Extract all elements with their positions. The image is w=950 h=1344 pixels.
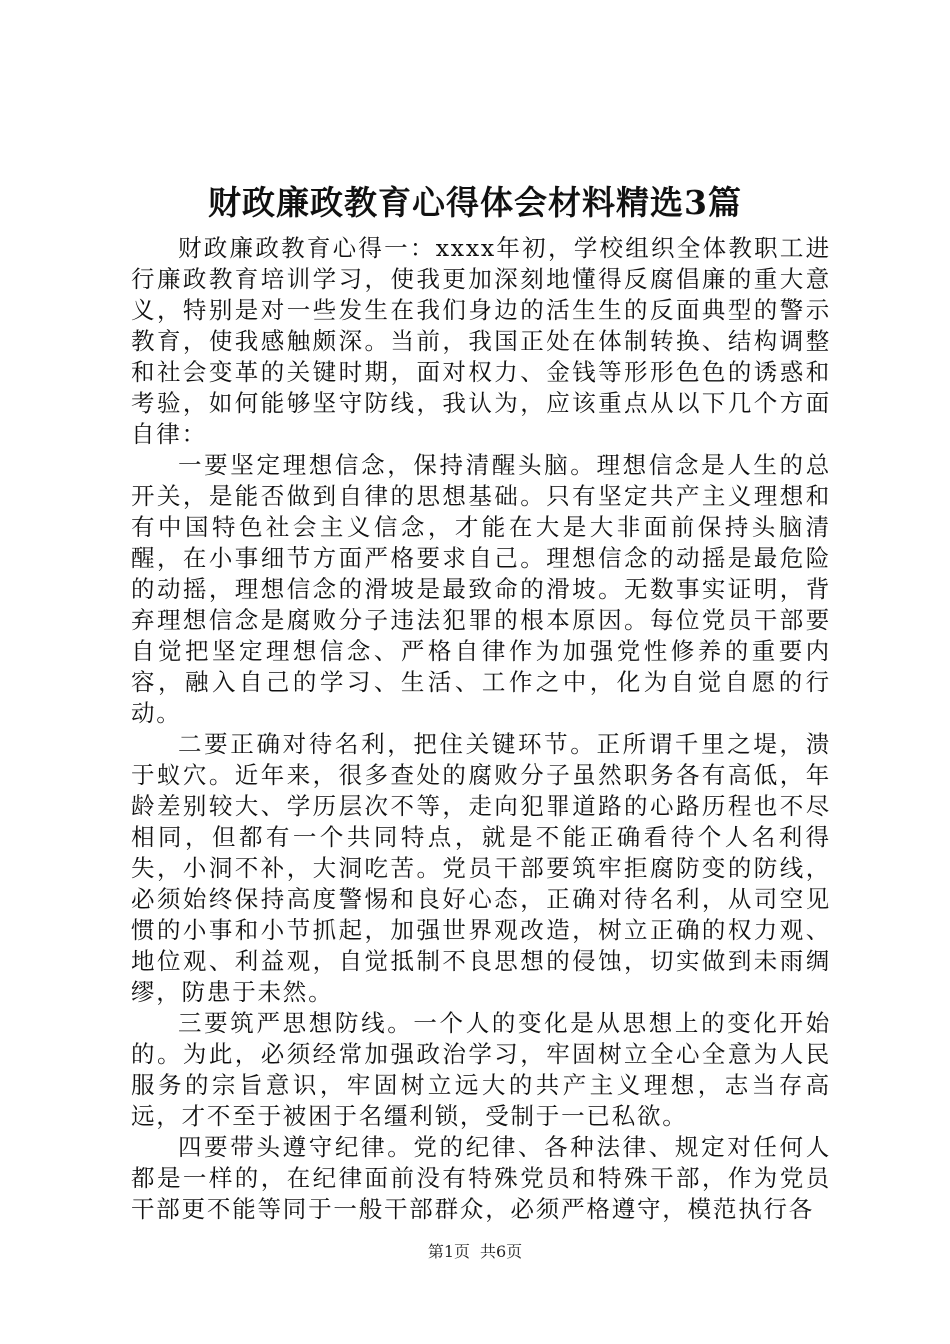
paragraph-point-two: 二要正确对待名利，把住关键环节。正所谓千里之堤，溃于蚁穴。近年来，很多查处的腐败分子虽然职务各有高低，年龄差别较大、学历层次不等，走向犯罪道路的心路历程也不尽相同，但都有一个共同特点，就是不能正确看待个人名利得失，小洞不补，大洞吃苦。党员干部要筑牢拒腐防变的防线，必须始终保持高度警惕和良好心态，正确对待名利，从司空见惯的小事和小节抓起，加强世界观改造，树立正确的权力观、地位观、利益观，自觉抵制不良思想的侵蚀，切实做到未雨绸缪，防患于未然。 — [131, 730, 831, 1006]
paragraph-point-three: 三要筑严思想防线。一个人的变化是从思想上的变化开始的。为此，必须经常加强政治学习，牢固树立全心全意为人民服务的宗旨意识，牢固树立远大的共产主义理想，志当存高远，才不至于被困于名缰利锁，受制于一已私欲。 — [131, 1009, 831, 1130]
document-title: 财政廉政教育心得体会材料精选3篇 — [208, 183, 742, 222]
document-body — [131, 233, 831, 1225]
page-footer — [0, 1242, 950, 1262]
page-total: 共6页 — [480, 1242, 523, 1261]
paragraph-point-four: 四要带头遵守纪律。党的纪律、各种法律、规定对任何人都是一样的，在纪律面前没有特殊党员和特殊干部，作为党员干部更不能等同于一般干部群众，必须严格遵守，模范执行各 — [131, 1133, 831, 1223]
paragraph-intro: 财政廉政教育心得一：xxxx年初，学校组织全体教职工进行廉政教育培训学习，使我更加深刻地懂得反腐倡廉的重大意义，特别是对一些发生在我们身边的活生生的反面典型的警示教育，使我感触颇深。当前，我国正处在体制转换、结构调整和社会变革的关键时期，面对权力、金钱等形形色色的诱惑和考验，如何能够坚守防线，我认为，应该重点从以下几个方面自律： — [131, 234, 831, 448]
page-number: 第1页 — [427, 1242, 470, 1261]
paragraph-point-one: 一要坚定理想信念，保持清醒头脑。理想信念是人生的总开关，是能否做到自律的思想基础。只有坚定共产主义理想和有中国特色社会主义信念，才能在大是大非面前保持头脑清醒，在小事细节方面严格要求自己。理想信念的动摇是最危险的动摇，理想信念的滑坡是最致命的滑坡。无数事实证明，背弃理想信念是腐败分子违法犯罪的根本原因。每位党员干部要自觉把坚定理想信念、严格自律作为加强党性修养的重要内容，融入自己的学习、生活、工作之中，化为自觉自愿的行动。 — [131, 451, 831, 727]
